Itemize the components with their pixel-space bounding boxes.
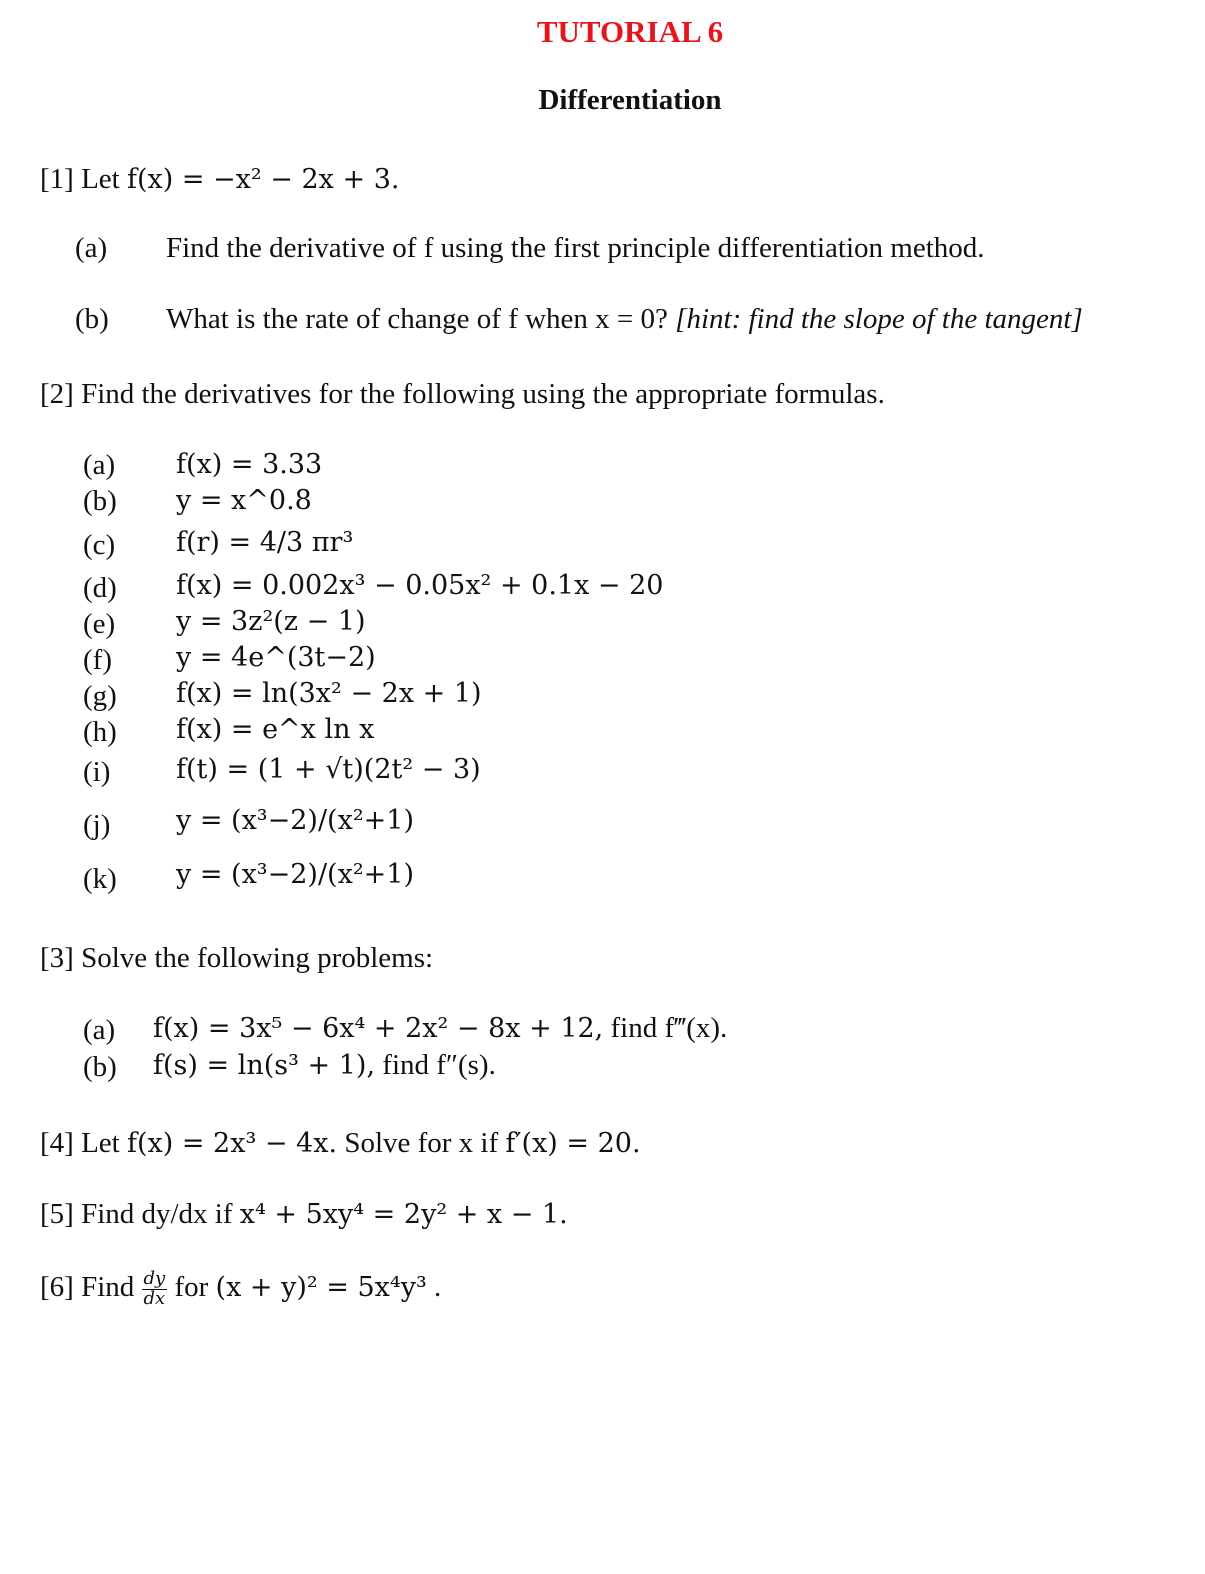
q1b-hint: [hint: find the slope of the tangent] bbox=[675, 303, 1083, 335]
q4-prefix: [4] Let bbox=[40, 1127, 120, 1159]
q2k-label: (k) bbox=[83, 863, 117, 895]
q3a-ask: find f‴(x). bbox=[610, 1012, 728, 1044]
q2e-expr: y = 3z²(z − 1) bbox=[176, 606, 366, 637]
q2d-label: (d) bbox=[83, 572, 117, 604]
q2g-expr: f(x) = ln(3x² − 2x + 1) bbox=[176, 678, 482, 709]
q2h-label: (h) bbox=[83, 716, 117, 748]
q2a-label: (a) bbox=[83, 449, 116, 481]
q3a-line bbox=[153, 1012, 727, 1045]
q3a-expr: f(x) = 3x⁵ − 6x⁴ + 2x² − 8x + 12, bbox=[153, 1013, 604, 1044]
q2e-label: (e) bbox=[83, 608, 116, 640]
q6-prefix: [6] Find bbox=[40, 1271, 135, 1304]
q3b-line bbox=[153, 1049, 496, 1082]
question-4 bbox=[40, 1127, 641, 1160]
q2c-expr: f(r) = 4/3 πr³ bbox=[176, 527, 354, 558]
q5-prefix: [5] Find dy/dx if bbox=[40, 1198, 233, 1230]
q3a-label: (a) bbox=[83, 1014, 116, 1046]
q2c-label: (c) bbox=[83, 529, 116, 561]
q4-function: f(x) = 2x³ − 4x. bbox=[126, 1128, 338, 1159]
q6-dy: dy bbox=[143, 1268, 166, 1289]
q6-mid: for bbox=[174, 1271, 209, 1304]
question-2: [2] Find the derivatives for the following using the appropriate formulas. bbox=[40, 378, 885, 410]
q2h-expr: f(x) = e^x ln x bbox=[176, 714, 375, 745]
q4-condition: f′(x) = 20. bbox=[505, 1128, 641, 1159]
q2a-expr: f(x) = 3.33 bbox=[176, 449, 323, 480]
question-5 bbox=[40, 1198, 568, 1231]
q2b-expr: y = x^0.8 bbox=[176, 485, 312, 516]
q2j-expr: y = (x³−2)/(x²+1) bbox=[176, 805, 414, 836]
q5-equation: x⁴ + 5xy⁴ = 2y² + x − 1. bbox=[239, 1199, 568, 1230]
q2g-label: (g) bbox=[83, 680, 117, 712]
q1b-label: (b) bbox=[75, 303, 109, 335]
q1a-label: (a) bbox=[75, 232, 108, 264]
q1b-text: What is the rate of change of f when x = 0? bbox=[166, 303, 668, 335]
q1a-text: Find the derivative of f using the first principle differentiation method. bbox=[166, 232, 985, 264]
q3b-label: (b) bbox=[83, 1051, 117, 1083]
q2b-label: (b) bbox=[83, 485, 117, 517]
q6-equation: (x + y)² = 5x⁴y³ bbox=[215, 1272, 427, 1304]
question-6 bbox=[40, 1270, 441, 1309]
q2f-label: (f) bbox=[83, 644, 112, 676]
q2j-label: (j) bbox=[83, 809, 111, 841]
q1-function: f(x) = −x² − 2x + 3. bbox=[126, 164, 400, 195]
q6-end: . bbox=[434, 1271, 442, 1304]
q6-dx: dx bbox=[143, 1287, 166, 1309]
q2k-expr: y = (x³−2)/(x²+1) bbox=[176, 859, 414, 890]
question-3: [3] Solve the following problems: bbox=[40, 942, 434, 974]
q3b-expr: f(s) = ln(s³ + 1), bbox=[153, 1050, 376, 1081]
q4-mid: Solve for x if bbox=[344, 1127, 499, 1159]
q1b-line bbox=[166, 303, 1083, 336]
page-subtitle: Differentiation bbox=[538, 84, 722, 116]
q1-prefix: [1] Let bbox=[40, 163, 120, 195]
q2i-label: (i) bbox=[83, 756, 111, 788]
q2i-expr: f(t) = (1 + √t)(2t² − 3) bbox=[176, 754, 481, 785]
q2f-expr: y = 4e^(3t−2) bbox=[176, 642, 376, 673]
q6-dydx-fraction bbox=[142, 1270, 168, 1309]
question-1 bbox=[40, 163, 399, 196]
page-title: TUTORIAL 6 bbox=[536, 14, 724, 49]
q3b-ask: find f″(s). bbox=[382, 1049, 496, 1081]
q2d-expr: f(x) = 0.002x³ − 0.05x² + 0.1x − 20 bbox=[176, 570, 664, 601]
